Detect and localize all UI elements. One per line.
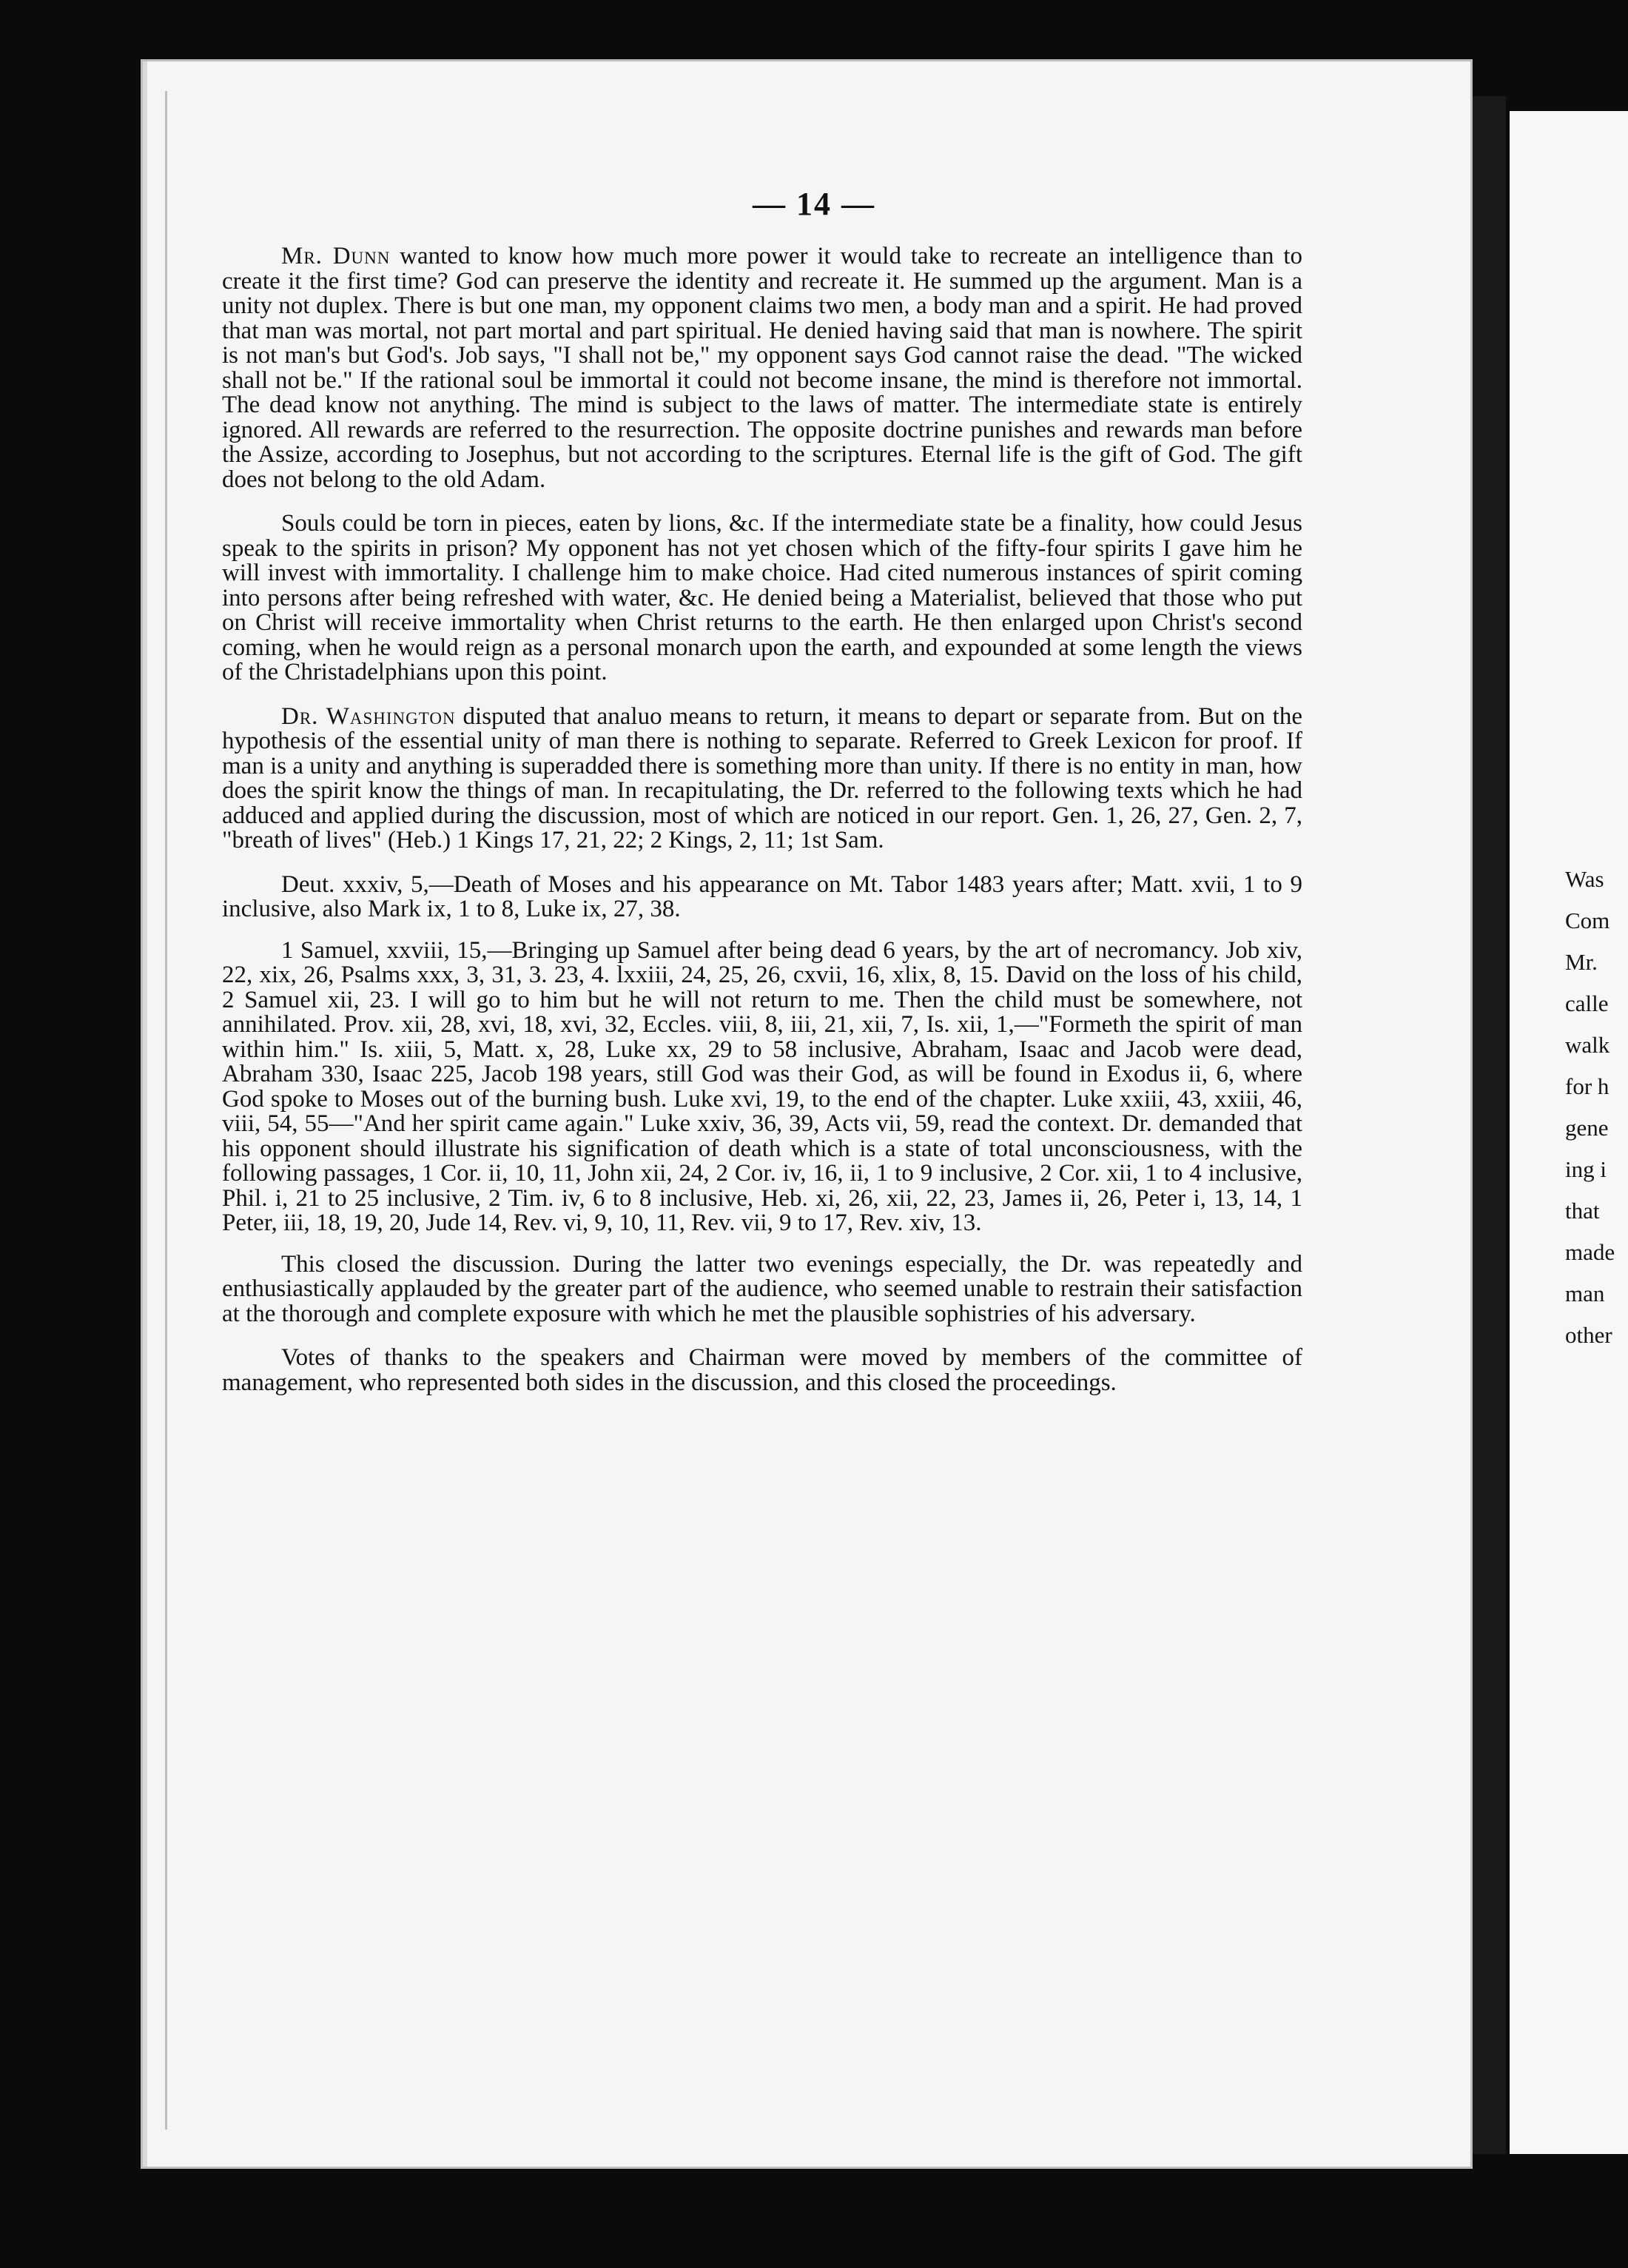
paragraph-text: disputed that analuo means to return, it means to depart or separate from. But on the hypothesis of the essential unity of man there is nothing to separate. Referred to Greek Lexicon for proof. If man is a unity and anything is superadded there is something more than unity. If there is no entity in man, how does the spirit know the things of man. In recapitulating, the Dr. referred to the following texts which he had adduced and applied during the discussion, most of which are noticed in our report. Gen. 1, 26, 27, Gen. 2, 7, "breath of lives" (Heb.) 1 Kings 17, 21, 22; 2 Kings, 2, 11; 1st Sam.: [222, 702, 1302, 853]
document-body: [222, 244, 1302, 1415]
right-fragment: ing i: [1565, 1156, 1607, 1182]
paragraph-closing: [222, 1252, 1302, 1327]
right-fragment: Mr.: [1565, 949, 1598, 975]
right-fragment: Com: [1565, 907, 1610, 933]
right-page-text-fragments: [1565, 859, 1628, 1356]
right-fragment: calle: [1565, 990, 1609, 1016]
paragraph-text: Deut. xxxiv, 5,—Death of Moses and his appearance on Mt. Tabor 1483 years after; Matt. xvii, 1 to 9 inclusive, also Mark ix, 1 to 8, Luke ix, 27, 38.: [222, 870, 1302, 922]
paragraph-deut: [222, 870, 1302, 922]
right-fragment: Was: [1565, 866, 1604, 892]
right-fragment: for h: [1565, 1073, 1610, 1099]
paragraph-washington: [222, 702, 1302, 853]
speaker-name: Mr. Dunn: [281, 243, 391, 269]
paragraph-souls: [222, 511, 1302, 685]
right-fragment: other: [1565, 1322, 1612, 1348]
right-fragment: man: [1565, 1281, 1605, 1306]
right-fragment: walk: [1565, 1032, 1610, 1058]
right-fragment: made: [1565, 1239, 1615, 1265]
paragraph-text: This closed the discussion. During the latter two evenings especially, the Dr. was repeatedly and enthusiastically applauded by the greater part of the audience, who seemed unable to restrain their satisfaction at the thorough and complete exposure with which he met the plausible sophistries of his adversary.: [222, 1250, 1302, 1327]
paragraph-votes: [222, 1346, 1302, 1395]
page-number: — 14 —: [753, 186, 875, 222]
right-fragment: that: [1565, 1198, 1600, 1224]
page-gutter: [1473, 96, 1506, 2154]
right-fragment: gene: [1565, 1115, 1609, 1141]
paragraph-text: Souls could be torn in pieces, eaten by lions, &c. If the intermediate state be a finality, how could Jesus speak to the spirits in prison? My opponent has not yet chosen which of the fifty-four spirits I gave him he will invest with immortality. I challenge him to make choice. Had cited numerous instances of spirit coming into persons after being refreshed with water, &c. He denied being a Materialist, believed that those who put on Christ will receive immortality when Christ returns to the earth. He then enlarged upon Christ's second coming, when he would reign as a personal monarch upon the earth, and expounded at some length the views of the Christadelphians upon this point.: [222, 510, 1302, 685]
paragraph-dunn: [222, 244, 1302, 492]
paragraph-text: Votes of thanks to the speakers and Chairman were moved by members of the committee of management, who represented both sides in the discussion, and this closed the proceedings.: [222, 1344, 1302, 1396]
speaker-name: Dr. Washington: [281, 702, 456, 730]
paragraph-samuel: [222, 936, 1302, 1236]
paragraph-text: wanted to know how much more power it would take to recreate an intelligence than to create it the first time? God can preserve the identity and recreate it. He summed up the argument. Man is a unity not duplex. There is but one man, my opponent claims two men, a body man and a spirit. He had proved that man was mortal, not part mortal and part spiritual. He denied having said that man is nowhere. The spirit is not man's but God's. Job says, "I shall not be," my opponent says God cannot raise the dead. "The wicked shall not be." If the rational soul be immortal it could not become insane, the mind is therefore not immortal. The dead know not anything. The mind is subject to the laws of matter. The intermediate state is entirely ignored. All rewards are referred to the resurrection. The opposite doctrine punishes and rewards man before the Assize, according to Josephus, but not according to the scriptures. Eternal life is the gift of God. The gift does not belong to the old Adam.: [222, 243, 1302, 493]
paragraph-text: 1 Samuel, xxviii, 15,—Bringing up Samuel after being dead 6 years, by the art of necromancy. Job xiv, 22, xix, 26, Psalms xxx, 3, 31, 3. 23, 4. lxxiii, 24, 25, 26, cxvii, 16, xlix, 8, 15. David on the loss of his child, 2 Samuel xii, 23. I will go to him but he will not return to me. Then the child must be somewhere, not annihilated. Prov. xii, 28, xvi, 18, xvi, 32, Eccles. viii, 8, iii, 21, xii, 7, Is. xii, 1,—"Formeth the spirit of man within him." Is. xiii, 5, Matt. x, 28, Luke xx, 29 to 58 inclusive, Abraham, Isaac and Jacob were dead, Abraham 330, Isaac 225, Jacob 198 years, still God was their God, as will be found in Exodus ii, 6, where God spoke to Moses out of the burning bush. Luke xvi, 19, to the end of the chapter. Luke xxiii, 43, xxiii, 46, viii, 54, 55—"And her spirit came again." Luke xxiv, 36, 39, Acts vii, 59, read the context. Dr. demanded that his opponent should illustrate his signification of death which is a state of total unconsciousness, with the following passages, 1 Cor. ii, 10, 11, John xii, 24, 2 Cor. iv, 16, ii, 1 to 9 inclusive, 2 Cor. xii, 1 to 4 inclusive, Phil. i, 21 to 25 inclusive, 2 Tim. iv, 6 to 8 inclusive, Heb. xi, 26, xii, 22, 23, James ii, 26, Peter i, 13, 14, 1 Peter, iii, 18, 19, 20, Jude 14, Rev. vi, 9, 10, 11, Rev. vii, 9 to 17, Rev. xiv, 13.: [222, 936, 1302, 1236]
